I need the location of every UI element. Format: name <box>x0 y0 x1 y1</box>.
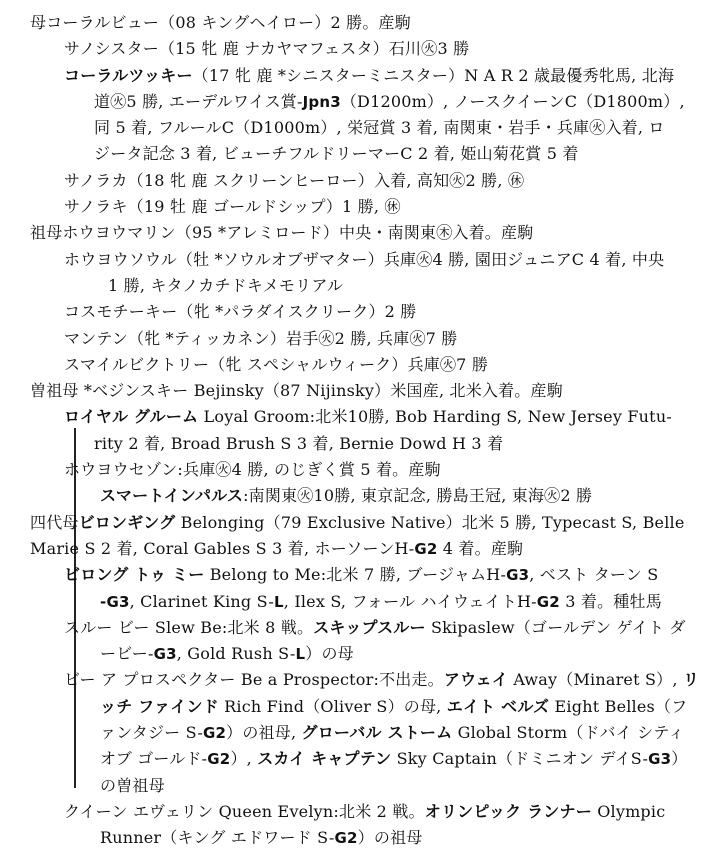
foal-manten: マンテン（牝 *ティッカネン）岩手㊋2 勝, 兵庫㊋7 勝 <box>64 328 458 348</box>
ggg-dam-line: 四代母ビロンギング Belonging（79 Exclusive Native）北米 5 勝, Typecast S, Belle <box>30 512 685 532</box>
foal-houyou-soul-cont: 1 勝, キタノカチドキメモリアル <box>108 275 344 295</box>
foal-belong-to-me-cont: -G3, Clarinet King S-L, Ilex S, フォール ハイウェイトH-G2 3 着。種牡馬 <box>100 591 662 611</box>
foal-coral-tsukki-cont2: 同 5 着, フルールC（D1000m）, 栄冠賞 3 着, 南関東・岩手・兵庫㊋入着, ロ <box>94 118 665 138</box>
foal-slew-be-cont: ービー-G3, Gold Rush S-L）の母 <box>100 644 354 664</box>
foal-smart-impulse: スマートインパルス:南関東㊋10勝, 東京記念, 勝島王冠, 東海㊋2 勝 <box>100 486 593 506</box>
horse-name-rich-find-b: ッチ ファインド <box>100 696 219 716</box>
foal-be-a-prospector: ビー ア プロスペクター Be a Prospector:不出走。アウェイ Away（Minaret S）, リ <box>64 670 700 690</box>
horse-name-belong-to-me: ビロング トゥ ミー <box>64 565 205 585</box>
dam-line: 母コーラルビュー（08 キングヘイロー）2 勝。産駒 <box>30 13 411 32</box>
foal-coral-tsukki-cont3: ジータ記念 3 着, ビューチフルドリーマーC 2 着, 姫山菊花賞 5 着 <box>94 144 579 164</box>
foal-slew-be: スルー ビー Slew Be:北米 8 戦。スキップスルー Skipaslew（ゴールデン ゲイト ダ <box>64 617 686 637</box>
great-grand-dam-line: 曽祖母 *ベジンスキー Bejinsky（87 Nijinsky）米国産, 北米入着。産駒 <box>30 381 563 401</box>
foal-smile-victory: スマイルビクトリー（牝 スペシャルウィーク）兵庫㊋7 勝 <box>64 354 489 374</box>
foal-sanoraki: サノラキ（19 牡 鹿 ゴールドシップ）1 勝, ㊡ <box>64 197 401 217</box>
horse-name-belonging: ビロンギング <box>78 512 176 532</box>
horse-name-smart-impulse: スマートインパルス <box>100 486 244 506</box>
foal-queen-evelyn-cont: Runner（キング エドワード S-G2）の祖母 <box>100 828 423 848</box>
foal-sanoraka: サノラカ（18 牝 鹿 スクリーンヒーロー）入着, 高知㊋2 勝, ㊡ <box>64 170 525 190</box>
horse-name-away: アウェイ <box>443 670 509 690</box>
foal-houyou-soul: ホウヨウソウル（牡 *ソウルオブザマター）兵庫㊋4 勝, 園田ジュニアC 4 着, 中央 <box>64 249 665 269</box>
foal-queen-evelyn: クイーン エヴェリン Queen Evelyn:北米 2 戦。オリンピック ランナー Olympic <box>64 801 666 821</box>
foal-coral-tsukki: コーラルツッキー（17 牝 鹿 *シニスターミニスター）N A R 2 歳最優秀牝馬, 北海 <box>64 65 675 85</box>
foal-be-a-prospector-cont4: の曽祖母 <box>100 775 165 795</box>
foal-belong-to-me: ビロング トゥ ミー Belong to Me:北米 7 勝, ブージャムH-G3, ベスト ターン S <box>64 565 659 585</box>
foal-be-a-prospector-cont3: オブ ゴールド-G2）, スカイ キャプテン Sky Captain（ドミニオン デイS-G3） <box>100 749 688 769</box>
foal-royal-groom-cont: rity 2 着, Broad Brush S 3 着, Bernie Dowd H 3 着 <box>94 433 504 453</box>
horse-name-sky-captain: スカイ キャプテン <box>257 749 392 769</box>
foal-houyou-sezon: ホウヨウセゾン:兵庫㊋4 勝, のじぎく賞 5 着。産駒 <box>64 460 441 480</box>
foal-royal-groom: ロイヤル グルーム Loyal Groom:北米10勝, Bob Harding S, New Jersey Futu- <box>64 407 672 427</box>
foal-cosmo-chiki: コスモチーキー（牝 *パラダイスクリーク）2 勝 <box>64 302 417 322</box>
grand-dam-line: 祖母ホウヨウマリン（95 *アレミロード）中央・南関東㊍入着。産駒 <box>30 223 534 243</box>
horse-name-coral-tsukki: コーラルツッキー <box>64 65 193 85</box>
horse-name-global-storm: グローバル ストーム <box>301 723 453 743</box>
ggg-dam-line-cont: Marie S 2 着, Coral Gables S 3 着, ホーソーンH-G2 4 着。産駒 <box>30 538 524 558</box>
horse-name-olympic-runner: オリンピック ランナー <box>424 801 592 821</box>
foal-be-a-prospector-cont2: ァンタジー S-G2）の祖母, グローバル ストーム Global Storm（ドバイ シティ <box>100 723 685 743</box>
foal-be-a-prospector-cont1: ッチ ファインド Rich Find（Oliver S）の母, エイト ベルズ Eight Belles（フ <box>100 696 688 716</box>
foal-coral-tsukki-cont: 道㊋5 勝, エーデルワイス賞-Jpn3（D1200m）, ノースクイーンC（D1800m）, <box>94 91 685 111</box>
horse-name-skipaslew: スキップスルー <box>313 617 426 637</box>
horse-name-rich-find-a: リ <box>682 670 700 690</box>
foal-sanosister: サノシスター（15 牝 鹿 ナカヤマフェスタ）石川㊋3 勝 <box>64 39 470 59</box>
horse-name-royal-groom: ロイヤル グルーム <box>64 407 199 427</box>
horse-name-eight-belles: エイト ベルズ <box>446 696 550 716</box>
